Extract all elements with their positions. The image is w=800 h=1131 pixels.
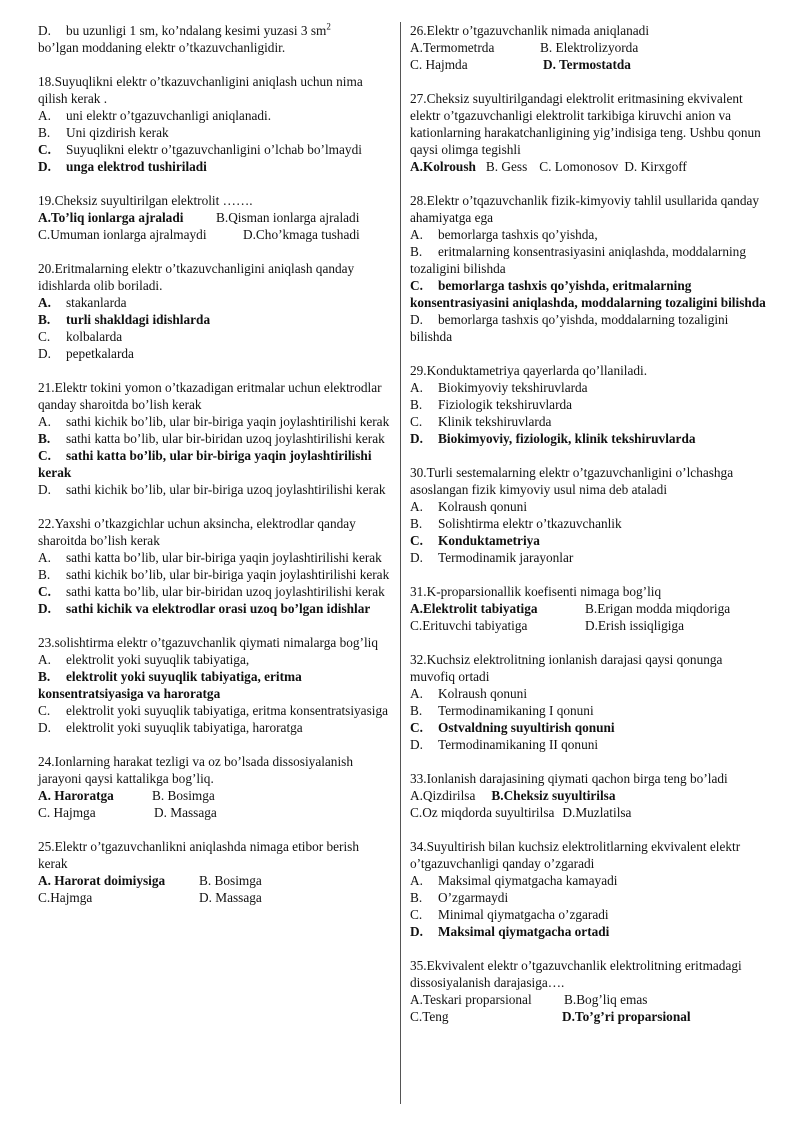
question-26 xyxy=(410,22,766,73)
question-17-tail: D. bu uzunligi 1 sm, ko’ndalang kesimi yuzasi 3 $sm^2$ bo’lgan moddaning elektr o’tkazuvchanligidir. xyxy=(38,21,331,55)
option-d-correct: D. Biokimyoviy, fiziologik, klinik tekshiruvlarda xyxy=(410,431,696,446)
option-b: B. eritmalarning konsentrasiyasini aniqlashda, moddalarning tozaligini bilishda xyxy=(410,244,746,276)
question-30 xyxy=(410,464,766,566)
option-b-correct: B.Cheksiz suyultirilsa xyxy=(491,788,616,803)
option-a-correct: A. Harorat doimiysiga xyxy=(38,873,166,888)
option-a-correct: A. Haroratga xyxy=(38,788,114,803)
option-d: D. Massaga xyxy=(199,890,262,905)
option-d: D. bemorlarga tashxis qo’yishda, moddalarning tozaligini bilishda xyxy=(410,312,729,344)
question-title: 24.Ionlarning harakat tezligi va oz bo’lsada dissosiyalanish jarayoni qaysi kattalikga bog’liq. xyxy=(38,754,353,786)
option-d: D.Cho’kmaga tushadi xyxy=(243,227,360,242)
question-24 xyxy=(38,753,390,821)
option-c: C. Suyuqlikni elektr o’tgazuvchanligini o’lchab bo’lmaydi xyxy=(38,142,362,157)
left-column xyxy=(38,22,390,923)
option-c: C. Klinik tekshiruvlarda xyxy=(410,414,552,429)
question-title: 19.Cheksiz suyultirilgan elektrolit ……. xyxy=(38,193,253,208)
option-c: C.Hajmga xyxy=(38,890,93,905)
option-b: B. Fiziologik tekshiruvlarda xyxy=(410,397,573,412)
question-22 xyxy=(38,515,390,617)
option-b: B. Bosimga xyxy=(152,788,215,803)
option-b: B. sathi kichik bo’lib, ular bir-biriga yaqin joylashtirilishi kerak xyxy=(38,567,390,582)
option-c-correct: C. sathi katta bo’lib, ular bir-biriga yaqin joylashtirilishi kerak xyxy=(38,448,372,480)
option-b: B. Gess xyxy=(485,159,528,174)
option-d: D. Termodinamik jarayonlar xyxy=(410,550,574,565)
option-c: C.Teng xyxy=(410,1009,449,1024)
option-a: A. stakanlarda xyxy=(38,295,127,310)
option-a: A. sathi katta bo’lib, ular bir-biriga yaqin joylashtirilishi kerak xyxy=(38,550,382,565)
question-31 xyxy=(410,583,766,634)
question-34 xyxy=(410,838,766,940)
option-c-correct: C. Konduktametriya xyxy=(410,533,540,548)
option-a: A. Biokimyoviy tekshiruvlarda xyxy=(410,380,588,395)
option-b: B.Erigan modda miqdoriga xyxy=(585,601,731,616)
question-title: 28.Elektr o’tqazuvchanlik fizik-kimyoviy tahlil usullarida qanday ahamiyatga ega xyxy=(410,193,760,225)
option-a: A. sathi kichik bo’lib, ular bir-biriga yaqin joylashtirilishi kerak xyxy=(38,414,390,429)
question-title: 20.Eritmalarning elektr o’tkazuvchanligini aniqlash qanday idishlarda olib boriladi. xyxy=(38,261,355,293)
question-20 xyxy=(38,260,390,362)
option-b: B. Termodinamikaning I qonuni xyxy=(410,703,594,718)
option-a: A.Termometrda xyxy=(410,40,495,55)
option-c: C. Hajmda xyxy=(410,57,468,72)
option-c: C.Erituvchi tabiyatiga xyxy=(410,618,528,633)
option-c: C. elektrolit yoki suyuqlik tabiyatiga, eritma konsentratsiyasiga xyxy=(38,703,389,718)
option-c: C. kolbalarda xyxy=(38,329,123,344)
question-29 xyxy=(410,362,766,447)
option-c-correct: C. Ostvaldning suyultirish qonuni xyxy=(410,720,615,735)
question-title: 26.Elektr o’tgazuvchanlik nimada aniqlanadi xyxy=(410,23,650,38)
question-title: 18.Suyuqlikni elektr o’tkazuvchanligini aniqlash uchun nima qilish kerak . xyxy=(38,74,363,106)
option-d-correct: D. unga elektrod tushiriladi xyxy=(38,159,207,174)
option-a: A. Kolraush qonuni xyxy=(410,686,528,701)
question-33 xyxy=(410,770,766,821)
question-title: 21.Elektr tokini yomon o’tkazadigan eritmalar uchun elektrodlar qanday sharoitda bo’lish kerak xyxy=(38,380,382,412)
column-divider xyxy=(400,22,401,1104)
question-title: 23.solishtirma elektr o’tgazuvchanlik qiymati nimalarga bog’liq xyxy=(38,635,378,650)
option-b-correct: B. turli shakldagi idishlarda xyxy=(38,312,211,327)
question-title: 27.Cheksiz suyultirilgandagi elektrolit eritmasining ekvivalent elektr o’tgazuvchanligi elektrolit tarkibiga kiruvchi anion va kationlarning harakatchanligining yig’indisiga teng. Ushbu qonun qaysi olimga tegishli xyxy=(410,91,761,157)
question-27 xyxy=(410,90,766,175)
option-d: D. Massaga xyxy=(154,805,217,820)
right-column xyxy=(410,22,766,1042)
option-c-correct: C. bemorlarga tashxis qo’yishda, eritmalarning konsentrasiyasini aniqlashda, moddalarning tozaligini bilishda xyxy=(410,278,766,310)
option-a: A. uni elektr o’tgazuvchanligi aniqlanadi. xyxy=(38,108,272,123)
question-25 xyxy=(38,838,390,906)
question-23 xyxy=(38,634,390,736)
question-21 xyxy=(38,379,390,498)
option-b: B. Uni qizdirish kerak xyxy=(38,125,169,140)
option-d-correct: D. Maksimal qiymatgacha ortadi xyxy=(410,924,610,939)
question-title: 25.Elektr o’tgazuvchanlikni aniqlashda nimaga etibor berish kerak xyxy=(38,839,360,871)
option-b: B. Elektrolizyorda xyxy=(540,40,639,55)
option-c: C. Minimal qiymatgacha o’zgaradi xyxy=(410,907,609,922)
question-title: 34.Suyultirish bilan kuchsiz elektrolitlarning ekvivalent elektr o’tgazuvchanligi qanday o’zgaradi xyxy=(410,839,741,871)
option-b: B. Bosimga xyxy=(199,873,262,888)
option-b: B. sathi katta bo’lib, ular bir-biridan uzoq joylashtirilishi kerak xyxy=(38,431,385,446)
option-b: B.Qisman ionlarga ajraladi xyxy=(216,210,360,225)
question-title: 30.Turli sestemalarning elektr o’tgazuvchanligini o’lchashga asoslangan fizik kimyoviy usul nima deb ataladi xyxy=(410,465,734,497)
question-title: 22.Yaxshi o’tkazgichlar uchun aksincha, elektrodlar qanday sharoitda bo’lish kerak xyxy=(38,516,356,548)
option-a: A. Maksimal qiymatgacha kamayadi xyxy=(410,873,618,888)
option-b-correct: B. elektrolit yoki suyuqlik tabiyatiga, eritma konsentratsiyasiga va haroratga xyxy=(38,669,302,701)
question-title: 31.K-proparsionallik koefisenti nimaga bog’liq xyxy=(410,584,662,599)
option-a: A. bemorlarga tashxis qo’yishda, xyxy=(410,227,598,242)
question-18 xyxy=(38,73,390,175)
option-b: B.Bog’liq emas xyxy=(564,992,648,1007)
option-d: D.Muzlatilsa xyxy=(562,805,632,820)
question-title: 35.Ekvivalent elektr o’tgazuvchanlik elektrolitning eritmadagi dissosiyalanish darajasiga…. xyxy=(410,958,742,990)
option-a-correct: A.Kolroush xyxy=(410,159,476,174)
option-d-correct: D.To’g’ri proparsional xyxy=(562,1009,691,1024)
question-19 xyxy=(38,192,390,243)
option-c: C. Lomonosov xyxy=(539,159,619,174)
option-b: B. O’zgarmaydi xyxy=(410,890,509,905)
question-title: 29.Konduktametriya qayerlarda qo’llaniladi. xyxy=(410,363,648,378)
option-c: C. sathi katta bo’lib, ular bir-biridan uzoq joylashtirilishi kerak xyxy=(38,584,385,599)
option-d: D. pepetkalarda xyxy=(38,346,134,361)
option-a: A. Kolraush qonuni xyxy=(410,499,528,514)
question-35 xyxy=(410,957,766,1025)
option-c: C.Umuman ionlarga ajralmaydi xyxy=(38,227,207,242)
option-d: D. sathi kichik bo’lib, ular bir-biriga uzoq joylashtirilishi kerak xyxy=(38,482,386,497)
question-28 xyxy=(410,192,766,345)
option-d-correct: D. Termostatda xyxy=(543,57,631,72)
question-title: 32.Kuchsiz elektrolitning ionlanish darajasi qaysi qonunga muvofiq ortadi xyxy=(410,652,723,684)
option-d: D. Termodinamikaning II qonuni xyxy=(410,737,599,752)
question-title: 33.Ionlanish darajasining qiymati qachon birga teng bo’ladi xyxy=(410,771,728,786)
option-b: B. Solishtirma elektr o’tkazuvchanlik xyxy=(410,516,622,531)
option-d-correct: D. sathi kichik va elektrodlar orasi uzoq bo’lgan idishlar xyxy=(38,601,371,616)
option-d: D. elektrolit yoki suyuqlik tabiyatiga, haroratga xyxy=(38,720,303,735)
option-a-correct: A.Elektrolit tabiyatiga xyxy=(410,601,538,616)
option-a-correct: A.To’liq ionlarga ajraladi xyxy=(38,210,184,225)
question-32 xyxy=(410,651,766,753)
option-a: A. elektrolit yoki suyuqlik tabiyatiga, xyxy=(38,652,250,667)
option-d: D. Kirxgoff xyxy=(624,159,687,174)
option-c: C. Hajmga xyxy=(38,805,96,820)
option-d: D.Erish issiqligiga xyxy=(585,618,684,633)
option-a: A.Qizdirilsa xyxy=(410,788,476,803)
option-c: C.Oz miqdorda suyultirilsa xyxy=(410,805,555,820)
option-a: A.Teskari proparsional xyxy=(410,992,532,1007)
